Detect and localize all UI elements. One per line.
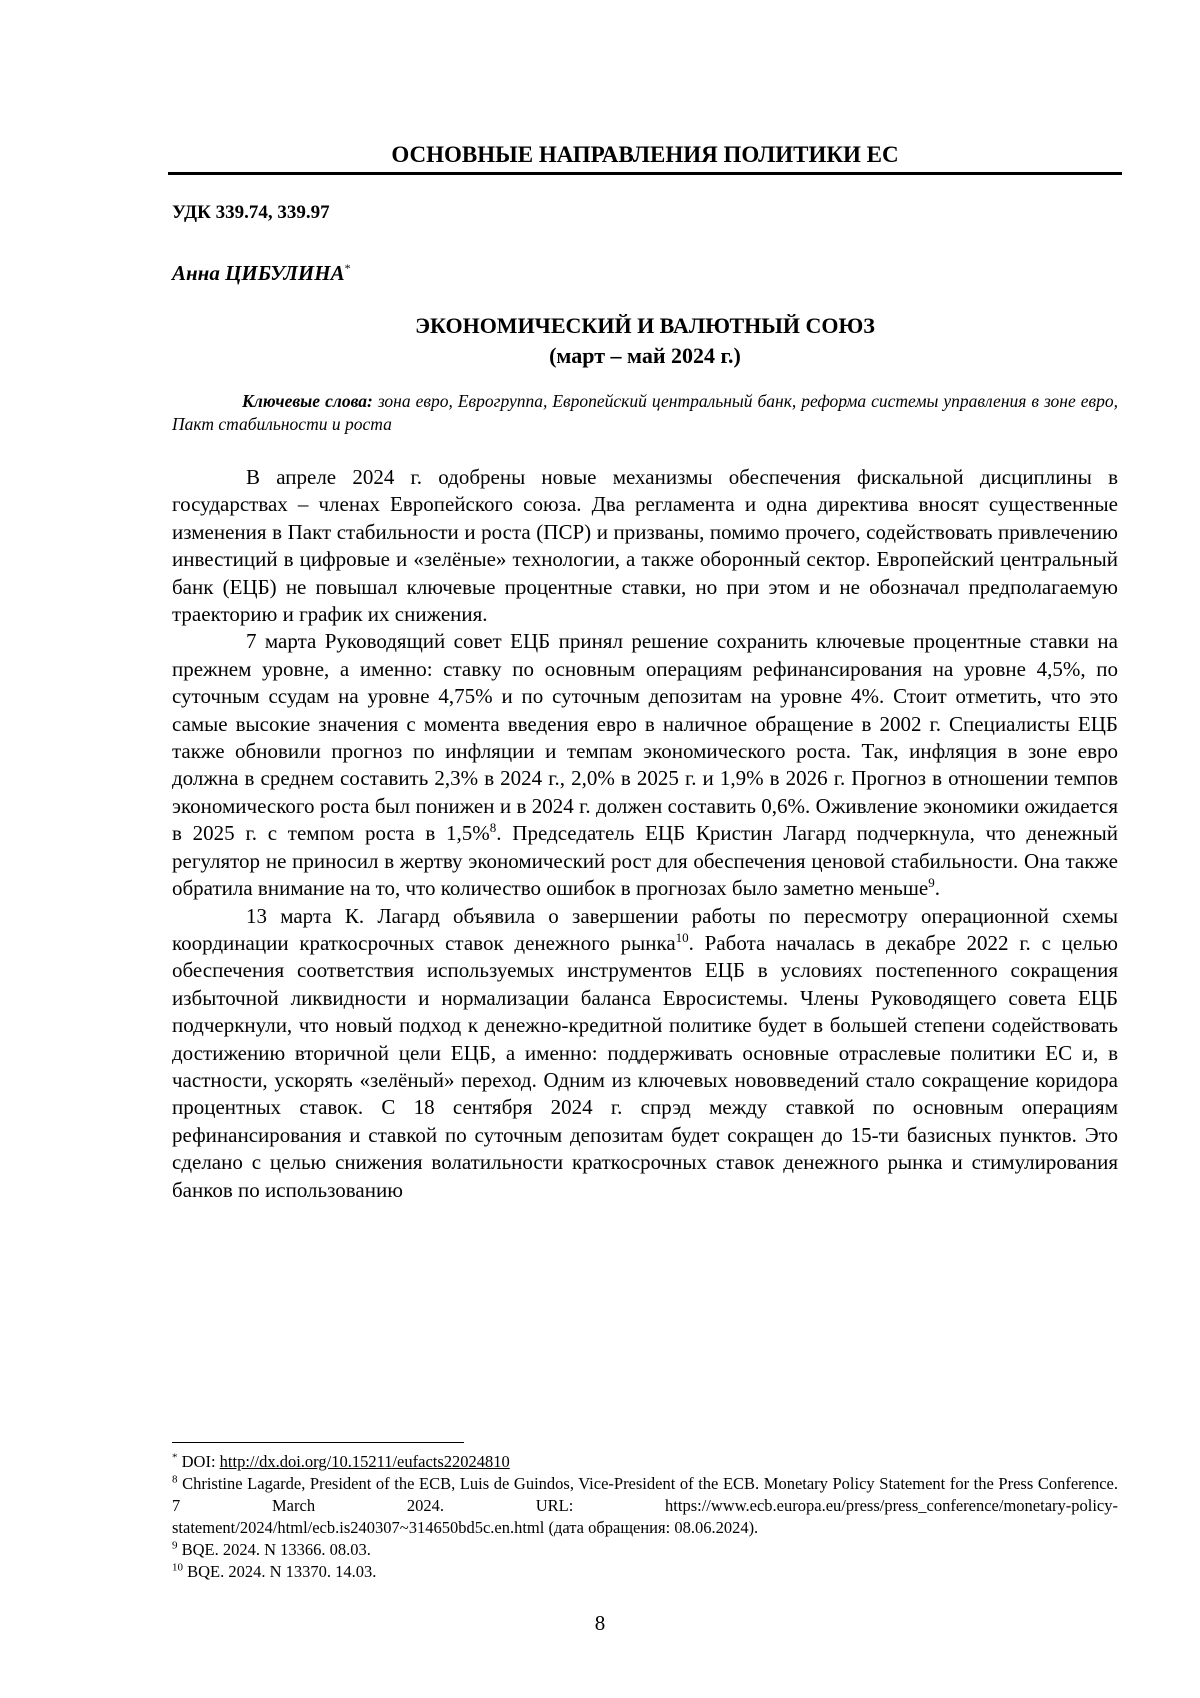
article-body [172, 464, 1118, 1204]
footnote-separator [172, 1442, 464, 1443]
udk-code: УДК 339.74, 339.97 [172, 202, 330, 223]
paragraph-2-part-b: . Председатель ЕЦБ Кристин Лагард подчеркнула, что денежный регулятор не приносил в жертву экономический рост для обеспечения ценовой стабильности. Она также обратила внимание на то, что количество ошибок в прогнозах было заметно меньше [172, 821, 1118, 901]
footnote-10-text: BQE. 2024. N 13370. 14.03. [183, 1562, 377, 1581]
author-name-text: Анна ЦИБУЛИНА [172, 261, 345, 285]
paragraph-1: В апреле 2024 г. одобрены новые механизмы обеспечения фискальной дисциплины в государствах – членах Европейского союза. Два регламента и одна директива вносят существенные изменения в Пакт стабильности и роста (ПСР) и призваны, помимо прочего, содействовать привлечению инвестиций в цифровые и «зелёные» технологии, а также оборонный сектор. Европейский центральный банк (ЕЦБ) не повышал ключевые процентные ставки, но при этом и не обозначал предполагаемую траекторию и график их снижения. [172, 465, 1118, 627]
doi-link[interactable]: http://dx.doi.org/10.15211/eufacts22024810 [219, 1452, 510, 1471]
article-title-line2: (март – май 2024 г.) [549, 343, 741, 368]
footnote-8 [172, 1473, 1118, 1539]
footnote-doi-mark: * [172, 1451, 178, 1464]
keywords-text: зона евро, Еврогруппа, Европейский центральный банк, реформа системы управления в зоне евро, Пакт стабильности и роста [172, 391, 1118, 434]
article-title-line1: ЭКОНОМИЧЕСКИЙ И ВАЛЮТНЫЙ СОЮЗ [415, 313, 875, 338]
paragraph-2-part-c: . [934, 876, 941, 901]
footnote-ref-10: 10 [675, 929, 689, 945]
footnote-doi [172, 1451, 1118, 1473]
footnotes [172, 1451, 1118, 1583]
page-number: 8 [594, 1611, 606, 1635]
footnote-8-text: Christine Lagarde, President of the ECB, Luis de Guindos, Vice-President of the ECB. Monetary Policy Statement for the Press Conference. 7 March 2024. URL: https://www.ecb.europa.eu/press/press_conference/monetary-policy-statement/2024/html/ecb.is240307~314650bd5c.en.html (дата обращения: 08.06.2024). [172, 1474, 1118, 1537]
footnote-ref-9: 9 [928, 875, 935, 891]
keywords [172, 390, 1118, 436]
section-header: ОСНОВНЫЕ НАПРАВЛЕНИЯ ПОЛИТИКИ ЕС [391, 142, 899, 167]
article-title [168, 311, 1122, 371]
footnote-9-text: BQE. 2024. N 13366. 08.03. [177, 1540, 371, 1559]
paragraph-3-part-a: 13 марта К. Лагард объявила о завершении работы по пересмотру операционной схемы координации краткосрочных ставок денежного рынка [172, 903, 1118, 955]
footnote-ref-8: 8 [489, 820, 497, 836]
footnote-10 [172, 1561, 1118, 1583]
paragraph-2 [172, 628, 1118, 902]
author-name [172, 255, 351, 286]
footnote-9 [172, 1539, 1118, 1561]
keywords-label: Ключевые слова: [242, 391, 373, 411]
footnote-10-mark: 10 [172, 1561, 183, 1574]
paragraph-3-part-b: . Работа началась в декабре 2022 г. с целью обеспечения соответствия используемых инструментов ЕЦБ в условиях постепенного сокращения избыточной ликвидности и нормализации баланса Евросистемы. Члены Руководящего совета ЕЦБ подчеркнули, что новый подход к денежно-кредитной политике будет в большей степени содействовать достижению вторичной цели ЕЦБ, а именно: поддерживать основные отраслевые политики ЕС и, в частности, ускорять «зелёный» переход. Одним из ключевых нововведений стало сокращение коридора процентных ставок. С 18 сентября 2024 г. спрэд между ставкой по основным операциям рефинансирования и ставкой по суточным депозитам будет сокращен до 15-ти базисных пунктов. Это сделано с целью снижения волатильности краткосрочных ставок денежного рынка и стимулирования банков по использованию [172, 930, 1118, 1202]
footnote-8-mark: 8 [172, 1473, 178, 1486]
author-footnote-mark: * [344, 261, 351, 275]
header-rule [168, 172, 1122, 175]
footnote-doi-label: DOI: [177, 1452, 220, 1471]
paragraph-3 [172, 903, 1118, 1204]
paragraph-2-part-a: 7 марта Руководящий совет ЕЦБ принял решение сохранить ключевые процентные ставки на прежнем уровне, а именно: ставку по основным операциям рефинансирования на уровне 4,5%, по суточным ссудам на уровне 4,75% и по суточным депозитам на уровне 4%. Стоит отметить, что это самые высокие значения с момента введения евро в наличное обращение в 2002 г. Специалисты ЕЦБ также обновили прогноз по инфляции и темпам экономического роста. Так, инфляция в зоне евро должна в среднем составить 2,3% в 2024 г., 2,0% в 2025 г. и 1,9% в 2026 г. Прогноз в отношении темпов экономического роста был понижен и в 2024 г. должен составить 0,6%. Оживление экономики ожидается в 2025 г. с темпом роста в 1,5% [172, 629, 1118, 846]
footnote-9-mark: 9 [172, 1539, 178, 1552]
